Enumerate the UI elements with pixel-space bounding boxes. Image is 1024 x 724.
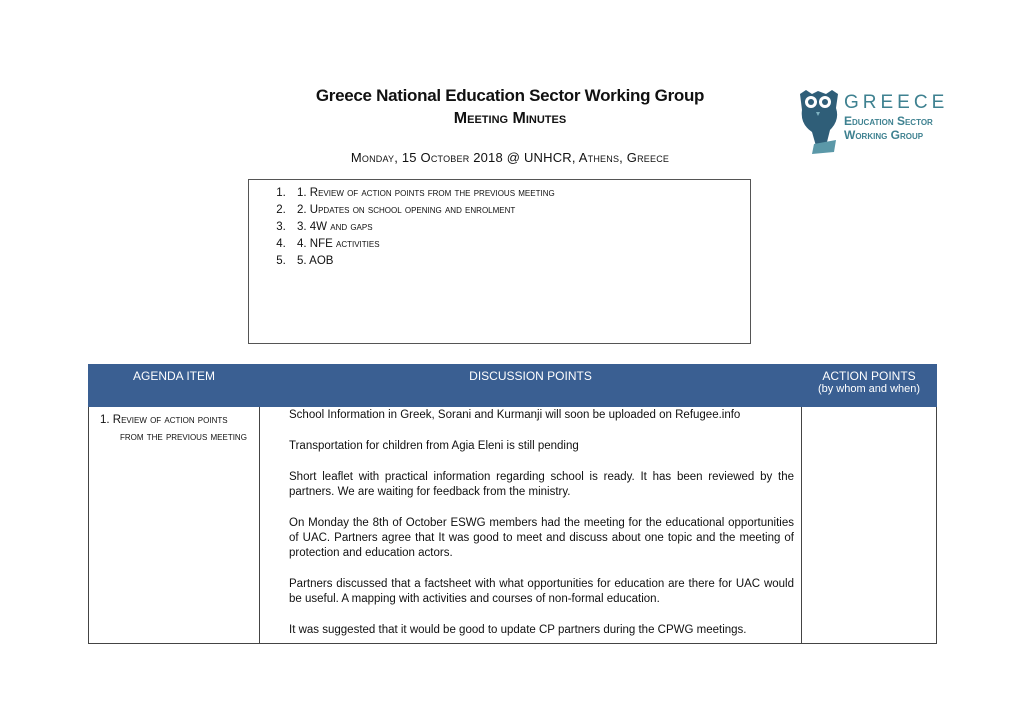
agenda-box — [248, 179, 751, 344]
minutes-table — [88, 364, 937, 644]
agenda-list-item: 5. 5. AOB — [289, 253, 750, 270]
header-action-sub: (by whom and when) — [817, 383, 921, 395]
agenda-item-text: 1. Review of action points from the previous meeting — [100, 414, 247, 443]
discussion-point: Short leaflet with practical information regarding school is ready. It has been reviewed by the partners. We are waiting for feedback from the ministry. — [289, 471, 794, 498]
agenda-list-item: 1. 1. Review of action points from the previous meeting — [289, 185, 750, 202]
agenda-list — [279, 185, 750, 270]
table-row — [89, 407, 937, 644]
logo-line-2: Working Group — [844, 128, 924, 142]
action-points-cell — [802, 407, 937, 644]
table-header-row — [89, 365, 937, 407]
meeting-info: Monday, 15 October 2018 @ UNHCR, Athens, Greece — [350, 150, 670, 165]
logo-line-1: Education Sector — [844, 114, 933, 128]
agenda-list-item: 3. 3. 4W and gaps — [289, 219, 750, 236]
discussion-point: School Information in Greek, Sorani and Kurmanji will soon be uploaded on Refugee.info — [289, 409, 741, 421]
discussion-point: Partners discussed that a factsheet with what opportunities for education are there for UAC would be useful. A mapping with activities and courses of non-formal education. — [289, 578, 794, 605]
discussion-point: Transportation for children from Agia Eleni is still pending — [289, 440, 579, 452]
discussion-cell — [260, 407, 802, 644]
eswg-logo — [796, 88, 966, 158]
agenda-list-item: 2. 2. Updates on school opening and enrolment — [289, 202, 750, 219]
header-action-points: ACTION POINTS (by whom and when) — [802, 365, 937, 407]
document-header — [280, 86, 740, 128]
owl-logo-icon — [796, 88, 842, 154]
logo-text — [844, 92, 948, 142]
header-agenda-item: AGENDA ITEM — [89, 365, 260, 407]
discussion-point: On Monday the 8th of October ESWG members had the meeting for the educational opportunities of UAC. Partners agree that It was good to meet and discuss about one topic and the meeting of protection and education actors. — [289, 517, 794, 559]
agenda-list-item: 4. 4. NFE activities — [289, 236, 750, 253]
agenda-item-cell — [89, 407, 260, 644]
document-title: Greece National Education Sector Working Group — [315, 86, 705, 105]
document-subtitle: Meeting Minutes — [453, 110, 567, 127]
header-discussion-points: DISCUSSION POINTS — [260, 365, 802, 407]
discussion-point: It was suggested that it would be good to update CP partners during the CPWG meetings. — [289, 624, 747, 636]
logo-word: GREECE — [844, 92, 949, 113]
